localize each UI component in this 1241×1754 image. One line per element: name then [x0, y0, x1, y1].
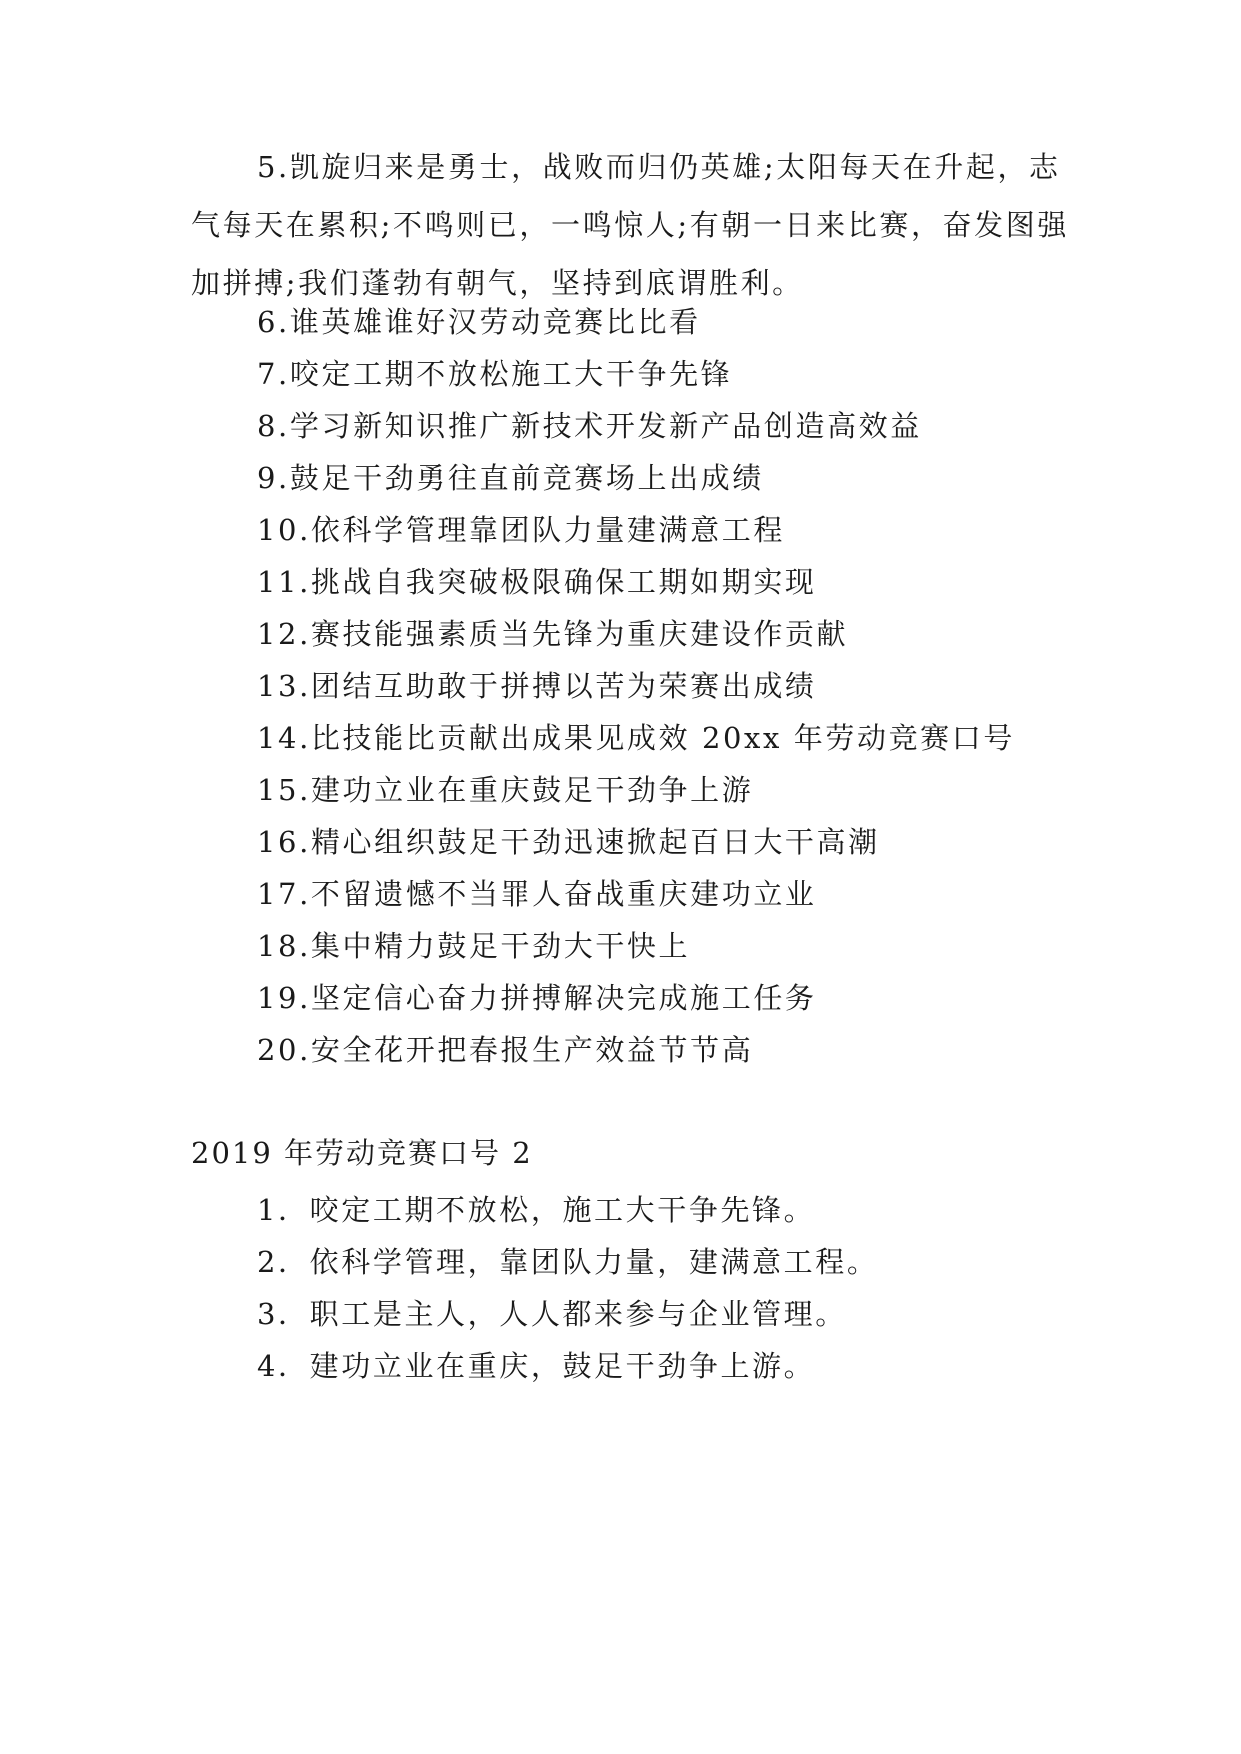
slogan-item-13: 13.团结互助敢于拼搏以苦为荣赛出成绩	[257, 669, 817, 703]
slogan-item-18: 18.集中精力鼓足干劲大干快上	[257, 929, 691, 963]
slogan-item-12: 12.赛技能强素质当先锋为重庆建设作贡献	[257, 617, 849, 651]
section-heading: 2019 年劳动竞赛口号 2	[191, 1136, 533, 1170]
slogan-item-19: 19.坚定信心奋力拼搏解决完成施工任务	[257, 981, 817, 1015]
slogan-paragraph-5: 5.凯旋归来是勇士，战败而归仍英雄;太阳每天在升起，志气每天在累积;不鸣则已，一鸣惊人;有朝一日来比赛，奋发图强加拼搏;我们蓬勃有朝气，坚持到底谓胜利。	[191, 150, 1069, 300]
slogan2-item-1: 1．咬定工期不放松，施工大干争先锋。	[257, 1193, 816, 1227]
slogan-item-7: 7.咬定工期不放松施工大干争先锋	[257, 357, 733, 391]
slogan2-item-3: 3．职工是主人，人人都来参与企业管理。	[257, 1297, 847, 1331]
slogan2-item-2: 2．依科学管理，靠团队力量，建满意工程。	[257, 1245, 879, 1279]
slogan-item-9: 9.鼓足干劲勇往直前竞赛场上出成绩	[257, 461, 764, 495]
slogan-item-8: 8.学习新知识推广新技术开发新产品创造高效益	[257, 409, 922, 443]
slogan-item-10: 10.依科学管理靠团队力量建满意工程	[257, 513, 785, 547]
slogan-item-6: 6.谁英雄谁好汉劳动竞赛比比看	[257, 305, 701, 339]
slogan-item-15: 15.建功立业在重庆鼓足干劲争上游	[257, 773, 754, 807]
slogan2-item-4: 4．建功立业在重庆，鼓足干劲争上游。	[257, 1349, 816, 1383]
slogan-item-14: 14.比技能比贡献出成果见成效 20xx 年劳动竞赛口号	[257, 721, 1015, 755]
slogan-item-17: 17.不留遗憾不当罪人奋战重庆建功立业	[257, 877, 817, 911]
slogan-item-11: 11.挑战自我突破极限确保工期如期实现	[257, 565, 817, 599]
slogan-item-16: 16.精心组织鼓足干劲迅速掀起百日大干高潮	[257, 825, 880, 859]
slogan-item-20: 20.安全花开把春报生产效益节节高	[257, 1033, 754, 1067]
